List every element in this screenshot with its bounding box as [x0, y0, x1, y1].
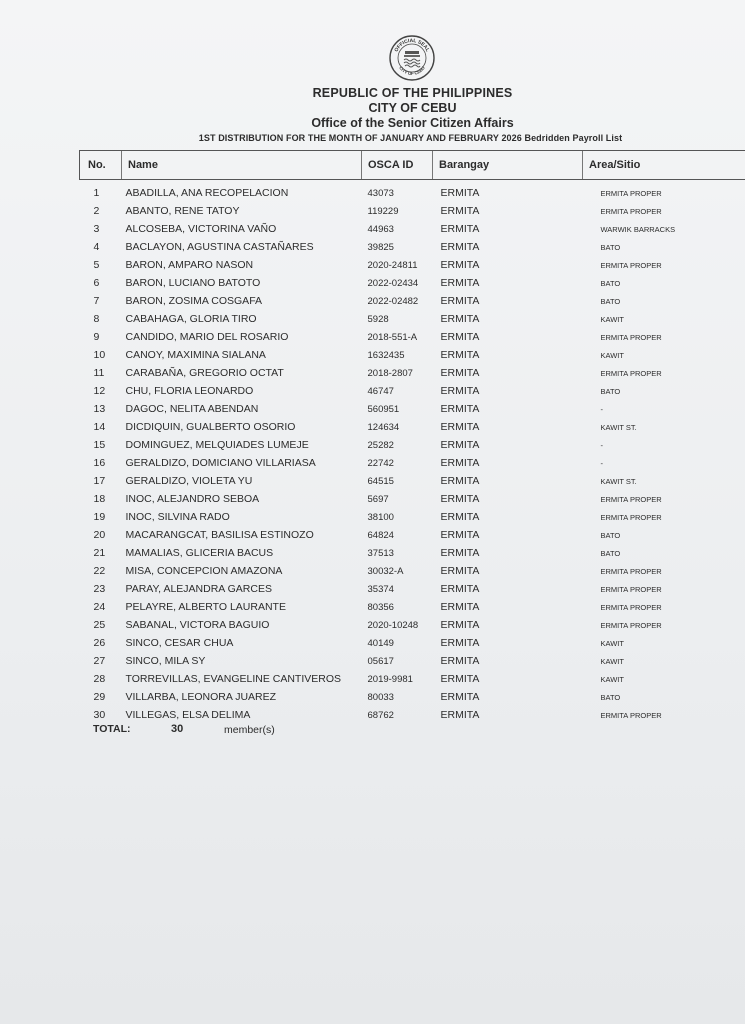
column-header-no: No. [80, 151, 122, 180]
cell-osca: 25282 [367, 439, 394, 451]
table-row [80, 670, 745, 688]
cell-osca: 43073 [367, 187, 394, 199]
table-row [80, 256, 745, 274]
cell-brgy: ERMITA [440, 241, 480, 253]
cell-name: INOC, ALEJANDRO SEBOA [125, 493, 260, 505]
cell-brgy: ERMITA [440, 673, 480, 685]
cell-brgy: ERMITA [440, 583, 480, 595]
table-row [80, 688, 745, 706]
cell-name: SABANAL, VICTORA BAGUIO [125, 619, 270, 631]
table-row [80, 706, 745, 724]
cell-osca: 124634 [367, 421, 400, 433]
cell-area: ERMITA PROPER [600, 188, 662, 198]
column-header-barangay: Barangay [433, 151, 583, 180]
cell-osca: 2018-551-A [367, 331, 418, 343]
header-office: Office of the Senior Citizen Affairs [311, 116, 514, 130]
table-row [80, 436, 745, 454]
cell-name: PARAY, ALEJANDRA GARCES [125, 583, 272, 595]
cell-name: SINCO, MILA SY [125, 655, 206, 667]
cell-name: GERALDIZO, VIOLETA YU [125, 475, 253, 487]
cell-area: KAWIT [600, 674, 624, 684]
header-city: CITY OF CEBU [368, 101, 457, 115]
cell-osca: 5697 [367, 493, 389, 505]
cell-brgy: ERMITA [440, 187, 480, 199]
cell-name: CHU, FLORIA LEONARDO [125, 385, 254, 397]
total-unit: member(s) [224, 724, 275, 736]
table-row [80, 328, 745, 346]
cell-name: SINCO, CESAR CHUA [125, 637, 234, 649]
payroll-table [79, 150, 745, 724]
cell-name: CABAHAGA, GLORIA TIRO [125, 313, 257, 325]
cell-osca: 2020-24811 [367, 259, 418, 271]
table-header-row [80, 151, 745, 180]
city-seal-icon [388, 34, 436, 82]
cell-brgy: ERMITA [440, 619, 480, 631]
table-row [80, 526, 745, 544]
table-row [80, 274, 745, 292]
cell-osca: 35374 [367, 583, 394, 595]
cell-osca: 05617 [367, 655, 394, 667]
cell-osca: 119229 [367, 205, 399, 217]
cell-osca: 2022-02434 [367, 277, 419, 289]
total-label: TOTAL: [93, 723, 131, 735]
cell-no: 12 [93, 385, 106, 397]
table-row [80, 400, 745, 418]
cell-name: INOC, SILVINA RADO [125, 511, 230, 523]
cell-brgy: ERMITA [440, 547, 480, 559]
cell-no: 11 [93, 367, 105, 379]
cell-no: 6 [93, 277, 100, 289]
cell-osca: 2018-2807 [367, 367, 413, 379]
cell-no: 20 [93, 529, 106, 541]
cell-brgy: ERMITA [440, 385, 480, 397]
cell-name: ALCOSEBA, VICTORINA VAÑO [125, 223, 277, 235]
cell-area: KAWIT [600, 350, 624, 360]
table-row [80, 562, 745, 580]
cell-area: BATO [600, 386, 621, 396]
cell-no: 27 [93, 655, 106, 667]
cell-name: DICDIQUIN, GUALBERTO OSORIO [125, 421, 296, 433]
cell-name: BARON, LUCIANO BATOTO [125, 277, 261, 289]
cell-area: BATO [600, 548, 621, 558]
cell-name: CARABAÑA, GREGORIO OCTAT [125, 367, 284, 379]
cell-name: MACARANGCAT, BASILISA ESTINOZO [125, 529, 314, 541]
cell-area: - [600, 458, 603, 468]
cell-no: 19 [93, 511, 106, 523]
cell-area: KAWIT [600, 656, 624, 666]
cell-brgy: ERMITA [440, 655, 480, 667]
table-row [80, 310, 745, 328]
table-row [80, 418, 745, 436]
seal-top-text: OFFICIAL SEAL [393, 37, 431, 53]
table-row [80, 238, 745, 256]
cell-osca: 68762 [367, 709, 394, 721]
cell-name: VILLARBA, LEONORA JUAREZ [125, 691, 277, 703]
cell-brgy: ERMITA [440, 421, 480, 433]
table-row [80, 508, 745, 526]
cell-no: 1 [93, 187, 100, 199]
table-row [80, 598, 745, 616]
cell-area: ERMITA PROPER [600, 710, 662, 720]
cell-name: DAGOC, NELITA ABENDAN [125, 403, 259, 415]
cell-osca: 38100 [367, 511, 394, 523]
cell-no: 17 [93, 475, 106, 487]
cell-area: KAWIT [600, 314, 624, 324]
cell-brgy: ERMITA [440, 637, 480, 649]
cell-brgy: ERMITA [440, 511, 480, 523]
cell-no: 26 [93, 637, 106, 649]
cell-osca: 44963 [367, 223, 394, 235]
table-row [80, 634, 745, 652]
cell-area: KAWIT [600, 638, 624, 648]
cell-no: 29 [93, 691, 106, 703]
cell-name: TORREVILLAS, EVANGELINE CANTIVEROS [125, 673, 342, 685]
cell-no: 5 [93, 259, 100, 271]
cell-brgy: ERMITA [440, 259, 480, 271]
cell-name: BARON, ZOSIMA COSGAFA [125, 295, 263, 307]
cell-no: 21 [93, 547, 106, 559]
column-header-osca-id: OSCA ID [362, 151, 433, 180]
cell-no: 14 [93, 421, 106, 433]
cell-osca: 560951 [367, 403, 400, 415]
cell-no: 22 [93, 565, 106, 577]
cell-name: ABADILLA, ANA RECOPELACION [125, 187, 289, 199]
cell-brgy: ERMITA [440, 367, 480, 379]
cell-name: DOMINGUEZ, MELQUIADES LUMEJE [125, 439, 309, 451]
cell-area: ERMITA PROPER [600, 260, 662, 270]
total-count: 30 [171, 723, 184, 735]
cell-osca: 2019-9981 [367, 673, 413, 685]
cell-osca: 80356 [367, 601, 394, 613]
cell-name: ABANTO, RENE TATOY [125, 205, 240, 217]
cell-osca: 22742 [367, 457, 394, 469]
cell-area: ERMITA PROPER [600, 332, 662, 342]
cell-no: 18 [93, 493, 106, 505]
cell-no: 15 [93, 439, 106, 451]
cell-area: KAWIT ST. [600, 422, 637, 432]
table-row [80, 202, 745, 220]
cell-brgy: ERMITA [440, 493, 480, 505]
cell-name: BARON, AMPARO NASON [125, 259, 254, 271]
table-row [80, 544, 745, 562]
cell-name: PELAYRE, ALBERTO LAURANTE [125, 601, 286, 613]
cell-brgy: ERMITA [440, 277, 480, 289]
cell-area: BATO [600, 692, 621, 702]
cell-osca: 1632435 [367, 349, 405, 361]
cell-name: CANDIDO, MARIO DEL ROSARIO [125, 331, 289, 343]
cell-area: BATO [600, 242, 621, 252]
cell-osca: 30032-A [367, 565, 404, 577]
cell-brgy: ERMITA [440, 691, 480, 703]
cell-brgy: ERMITA [440, 295, 480, 307]
cell-area: ERMITA PROPER [600, 512, 662, 522]
cell-area: ERMITA PROPER [600, 206, 662, 216]
table-row [80, 472, 745, 490]
cell-osca: 39825 [367, 241, 394, 253]
cell-brgy: ERMITA [440, 475, 480, 487]
cell-no: 30 [93, 709, 106, 721]
table-row [80, 180, 745, 203]
cell-area: ERMITA PROPER [600, 494, 662, 504]
cell-osca: 2020-10248 [367, 619, 419, 631]
cell-no: 16 [93, 457, 106, 469]
cell-osca: 40149 [367, 637, 394, 649]
table-row [80, 580, 745, 598]
cell-brgy: ERMITA [440, 331, 480, 343]
cell-brgy: ERMITA [440, 529, 480, 541]
cell-area: BATO [600, 296, 621, 306]
cell-name: CANOY, MAXIMINA SIALANA [125, 349, 266, 361]
cell-no: 7 [93, 295, 100, 307]
cell-area: ERMITA PROPER [600, 602, 662, 612]
cell-osca: 64515 [367, 475, 394, 487]
cell-brgy: ERMITA [440, 439, 480, 451]
cell-brgy: ERMITA [440, 349, 480, 361]
cell-no: 25 [93, 619, 106, 631]
table-row [80, 220, 745, 238]
header-distribution: 1ST DISTRIBUTION FOR THE MONTH OF JANUARY AND FEBRUARY 2026 Bedridden Payroll List [198, 133, 623, 143]
cell-area: KAWIT ST. [600, 476, 637, 486]
cell-name: VILLEGAS, ELSA DELIMA [125, 709, 251, 721]
header-republic: REPUBLIC OF THE PHILIPPINES [312, 86, 513, 100]
column-header-name: Name [122, 151, 362, 180]
seal-bottom-text: CITY OF CEBU [398, 65, 426, 77]
cell-brgy: ERMITA [440, 565, 480, 577]
cell-area: - [600, 440, 603, 450]
column-header-area-sitio: Area/Sitio [583, 151, 745, 180]
table-body [80, 180, 745, 725]
cell-osca: 64824 [367, 529, 394, 541]
cell-area: ERMITA PROPER [600, 620, 662, 630]
cell-no: 10 [93, 349, 106, 361]
cell-name: MAMALIAS, GLICERIA BACUS [125, 547, 274, 559]
cell-osca: 80033 [367, 691, 394, 703]
table-row [80, 382, 745, 400]
cell-area: ERMITA PROPER [600, 566, 662, 576]
cell-osca: 2022-02482 [367, 295, 419, 307]
table-row [80, 616, 745, 634]
cell-no: 3 [93, 223, 100, 235]
cell-no: 23 [93, 583, 106, 595]
table-row [80, 364, 745, 382]
cell-area: BATO [600, 530, 621, 540]
cell-area: ERMITA PROPER [600, 368, 662, 378]
cell-no: 13 [93, 403, 106, 415]
table-row [80, 490, 745, 508]
table-row [80, 652, 745, 670]
cell-area: WARWIK BARRACKS [600, 224, 676, 234]
cell-brgy: ERMITA [440, 205, 480, 217]
cell-name: BACLAYON, AGUSTINA CASTAÑARES [125, 241, 314, 253]
cell-area: BATO [600, 278, 621, 288]
cell-brgy: ERMITA [440, 223, 480, 235]
cell-no: 28 [93, 673, 106, 685]
cell-osca: 46747 [367, 385, 394, 397]
cell-brgy: ERMITA [440, 709, 480, 721]
cell-area: ERMITA PROPER [600, 584, 662, 594]
cell-brgy: ERMITA [440, 403, 480, 415]
cell-osca: 5928 [367, 313, 389, 325]
cell-brgy: ERMITA [440, 313, 480, 325]
cell-no: 9 [93, 331, 100, 343]
table-row [80, 454, 745, 472]
cell-brgy: ERMITA [440, 601, 480, 613]
cell-name: GERALDIZO, DOMICIANO VILLARIASA [125, 457, 316, 469]
cell-no: 8 [93, 313, 100, 325]
cell-brgy: ERMITA [440, 457, 480, 469]
cell-area: - [600, 404, 603, 414]
cell-osca: 37513 [367, 547, 394, 559]
cell-no: 4 [93, 241, 100, 253]
table-row [80, 292, 745, 310]
cell-name: MISA, CONCEPCION AMAZONA [125, 565, 283, 577]
table-row [80, 346, 745, 364]
cell-no: 24 [93, 601, 106, 613]
cell-no: 2 [93, 205, 100, 217]
